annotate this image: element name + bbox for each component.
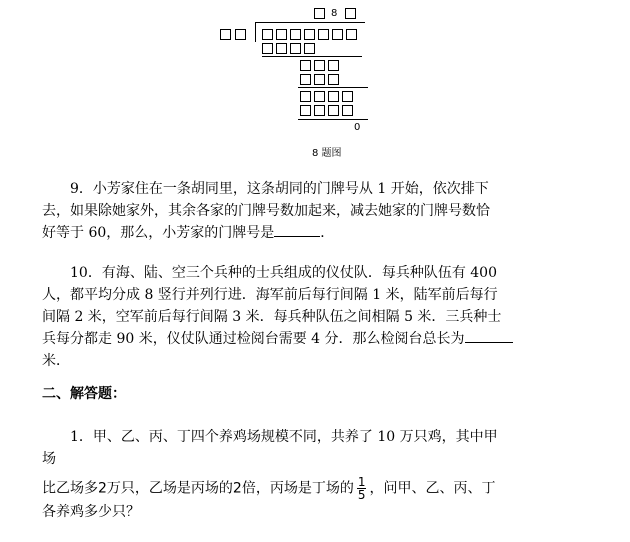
step-box — [314, 60, 325, 71]
problem-1-line: 场 — [42, 451, 56, 467]
step-box — [300, 91, 311, 102]
question-9-line: 去，如果除她家外，其余各家的门牌号数加起来，减去她家的门牌号数恰 — [42, 203, 490, 219]
remainder-digit: 0 — [354, 122, 361, 133]
fraction-denominator: 5 — [357, 488, 366, 502]
problem-1-line: 比乙场多2万只，乙场是丙场的2倍，丙场是丁场的 — [42, 480, 354, 497]
dividend-box — [332, 29, 343, 40]
figure-caption: 8 题图 — [312, 148, 342, 159]
question-9-line: 好等于 60，那么，小芳家的门牌号是 — [42, 225, 275, 241]
step-rule — [262, 56, 362, 57]
step-box — [328, 60, 339, 71]
step-box — [276, 43, 287, 54]
answer-blank — [465, 328, 513, 343]
step-rule — [298, 119, 368, 120]
question-10-line: 兵每分都走 90 米，仪仗队通过检阅台需要 4 分．那么检阅台总长为 — [42, 331, 465, 347]
step-box — [342, 91, 353, 102]
dividend-box — [346, 29, 357, 40]
question-9-line: 9．小芳家住在一条胡同里，这条胡同的门牌号从 1 开始，依次排下 — [70, 181, 489, 197]
step-box — [300, 74, 311, 85]
dividend-box — [304, 29, 315, 40]
divisor-box — [235, 29, 246, 40]
step-box — [304, 43, 315, 54]
question-9 — [42, 178, 582, 244]
step-box — [300, 105, 311, 116]
question-9-line: ． — [320, 225, 335, 241]
divisor-box — [220, 29, 231, 40]
question-10-line: 人，都平均分成 8 竖行并列行进．海军前后每行间隔 1 米，陆军前后每行 — [42, 287, 498, 303]
answer-blank — [274, 222, 320, 237]
step-box — [290, 43, 301, 54]
problem-1-line: 1．甲、乙、丙、丁四个养鸡场规模不同，共养了 10 万只鸡，其中甲 — [70, 429, 498, 445]
step-box — [328, 91, 339, 102]
problem-1-line: ，问甲、乙、丙、丁 — [369, 480, 496, 497]
question-10-line: 米． — [42, 353, 70, 369]
step-box — [314, 91, 325, 102]
fraction-numerator: 1 — [357, 475, 366, 489]
step-box — [314, 74, 325, 85]
quotient-digit: 8 — [331, 8, 338, 19]
step-box — [300, 60, 311, 71]
step-box — [328, 105, 339, 116]
quotient-box — [345, 8, 356, 19]
step-box — [262, 43, 273, 54]
division-bracket — [255, 22, 256, 42]
step-box — [314, 105, 325, 116]
step-box — [328, 74, 339, 85]
division-bar — [255, 22, 365, 23]
dividend-box — [290, 29, 301, 40]
dividend-box — [276, 29, 287, 40]
fraction-one-fifth — [357, 476, 367, 501]
question-10 — [42, 262, 582, 372]
step-rule — [298, 87, 368, 88]
problem-1-line: 各养鸡多少只？ — [42, 504, 140, 520]
quotient-box — [314, 8, 325, 19]
dividend-box — [262, 29, 273, 40]
section-heading: 二、解答题： — [42, 386, 126, 402]
dividend-box — [318, 29, 329, 40]
question-10-line: 间隔 2 米，空军前后每行间隔 3 米．每兵种队伍之间相隔 5 米．三兵种士 — [42, 309, 502, 325]
problem-1 — [42, 426, 582, 523]
step-box — [342, 105, 353, 116]
question-10-line: 10．有海、陆、空三个兵种的士兵组成的仪仗队．每兵种队伍有 400 — [70, 265, 497, 281]
